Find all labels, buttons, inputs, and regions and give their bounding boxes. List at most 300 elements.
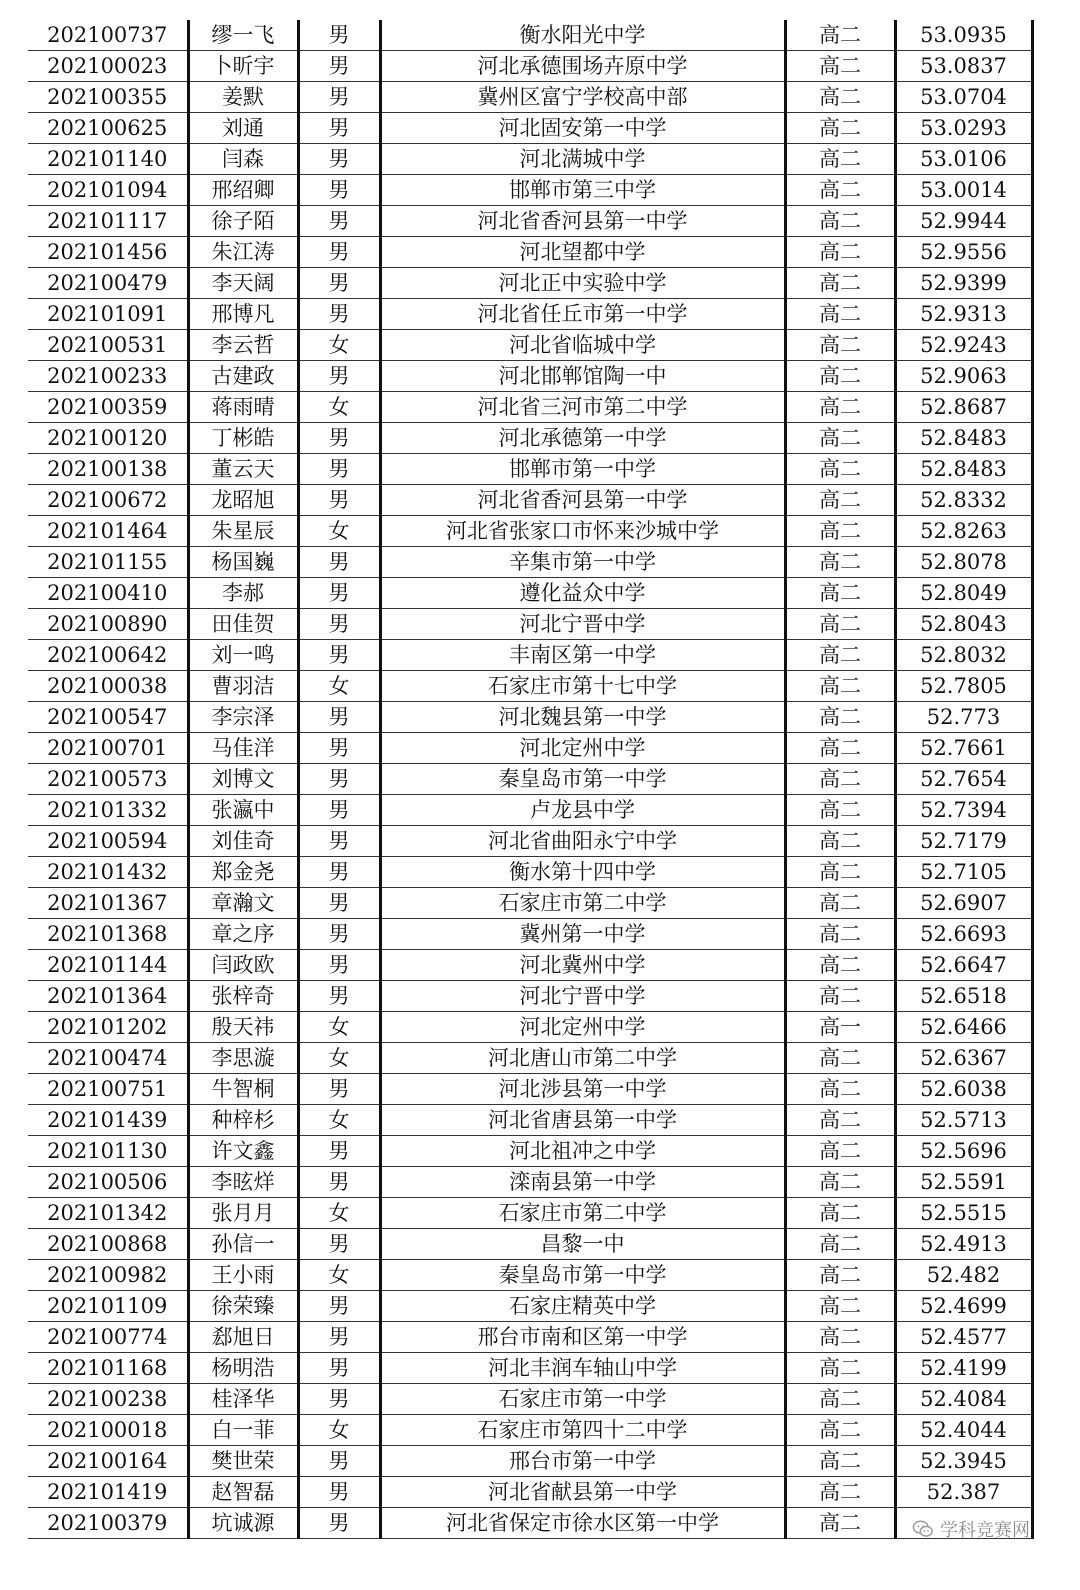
- gender-cell: 男: [298, 1384, 380, 1415]
- gender-cell: 女: [298, 1198, 380, 1229]
- score-cell: 52.4577: [895, 1322, 1032, 1353]
- gender-cell: 男: [298, 51, 380, 82]
- table-row: [28, 1043, 1032, 1074]
- school-cell: 邢台市南和区第一中学: [380, 1322, 785, 1353]
- gender-cell: 男: [298, 981, 380, 1012]
- student-id-cell: 202101368: [28, 919, 188, 950]
- grade-cell: 高二: [785, 1105, 895, 1136]
- school-cell: 河北涉县第一中学: [380, 1074, 785, 1105]
- school-cell: 衡水第十四中学: [380, 857, 785, 888]
- score-cell: 52.7661: [895, 733, 1032, 764]
- grade-cell: 高二: [785, 113, 895, 144]
- score-cell: 52.9063: [895, 361, 1032, 392]
- student-id-cell: 202100774: [28, 1322, 188, 1353]
- school-cell: 河北省唐县第一中学: [380, 1105, 785, 1136]
- student-id-cell: 202100737: [28, 20, 188, 51]
- name-cell: 刘一鸣: [188, 640, 298, 671]
- name-cell: 李云哲: [188, 330, 298, 361]
- school-cell: 河北省张家口市怀来沙城中学: [380, 516, 785, 547]
- school-cell: 河北定州中学: [380, 733, 785, 764]
- name-cell: 邢博凡: [188, 299, 298, 330]
- table-row: [28, 547, 1032, 578]
- grade-cell: 高二: [785, 1043, 895, 1074]
- name-cell: 张瀛中: [188, 795, 298, 826]
- gender-cell: 男: [298, 919, 380, 950]
- gender-cell: 男: [298, 237, 380, 268]
- school-cell: 河北定州中学: [380, 1012, 785, 1043]
- table-row: [28, 1229, 1032, 1260]
- gender-cell: 女: [298, 1105, 380, 1136]
- student-id-cell: 202100038: [28, 671, 188, 702]
- student-id-cell: 202100238: [28, 1384, 188, 1415]
- grade-cell: 高二: [785, 1415, 895, 1446]
- table-row: [28, 1477, 1032, 1508]
- table-row: [28, 1353, 1032, 1384]
- table-row: [28, 82, 1032, 113]
- name-cell: 闫森: [188, 144, 298, 175]
- table-row: [28, 733, 1032, 764]
- gender-cell: 男: [298, 702, 380, 733]
- school-cell: 石家庄市第十七中学: [380, 671, 785, 702]
- table-row: [28, 113, 1032, 144]
- gender-cell: 女: [298, 1260, 380, 1291]
- table-row: [28, 826, 1032, 857]
- score-cell: 52.7179: [895, 826, 1032, 857]
- student-id-cell: 202100023: [28, 51, 188, 82]
- school-cell: 冀州区富宁学校高中部: [380, 82, 785, 113]
- school-cell: 河北省献县第一中学: [380, 1477, 785, 1508]
- school-cell: 滦南县第一中学: [380, 1167, 785, 1198]
- name-cell: 张月月: [188, 1198, 298, 1229]
- school-cell: 卢龙县中学: [380, 795, 785, 826]
- table-row: [28, 299, 1032, 330]
- grade-cell: 高二: [785, 361, 895, 392]
- score-cell: 52.6038: [895, 1074, 1032, 1105]
- table-row: [28, 20, 1032, 51]
- school-cell: 河北宁晋中学: [380, 609, 785, 640]
- student-id-cell: 202100164: [28, 1446, 188, 1477]
- school-cell: 河北省保定市徐水区第一中学: [380, 1508, 785, 1539]
- student-id-cell: 202101130: [28, 1136, 188, 1167]
- grade-cell: 高二: [785, 764, 895, 795]
- table-row: [28, 1291, 1032, 1322]
- name-cell: 闫政欧: [188, 950, 298, 981]
- student-id-cell: 202101155: [28, 547, 188, 578]
- score-cell: 52.5696: [895, 1136, 1032, 1167]
- student-id-cell: 202101419: [28, 1477, 188, 1508]
- gender-cell: 女: [298, 1043, 380, 1074]
- gender-cell: 男: [298, 795, 380, 826]
- wechat-icon: [912, 1518, 934, 1540]
- student-id-cell: 202101109: [28, 1291, 188, 1322]
- score-cell: 52.9944: [895, 206, 1032, 237]
- name-cell: 张梓奇: [188, 981, 298, 1012]
- student-id-cell: 202101364: [28, 981, 188, 1012]
- score-cell: 52.387: [895, 1477, 1032, 1508]
- school-cell: 秦皇岛市第一中学: [380, 764, 785, 795]
- grade-cell: 高二: [785, 1198, 895, 1229]
- grade-cell: 高二: [785, 51, 895, 82]
- school-cell: 河北固安第一中学: [380, 113, 785, 144]
- score-cell: 52.8043: [895, 609, 1032, 640]
- school-cell: 河北祖冲之中学: [380, 1136, 785, 1167]
- school-cell: 河北省任丘市第一中学: [380, 299, 785, 330]
- gender-cell: 男: [298, 1291, 380, 1322]
- table-row: [28, 1105, 1032, 1136]
- student-id-cell: 202100379: [28, 1508, 188, 1539]
- school-cell: 邯郸市第三中学: [380, 175, 785, 206]
- score-cell: 52.4199: [895, 1353, 1032, 1384]
- name-cell: 桂泽华: [188, 1384, 298, 1415]
- table-row: [28, 330, 1032, 361]
- student-id-cell: 202100642: [28, 640, 188, 671]
- grade-cell: 高二: [785, 268, 895, 299]
- table-row: [28, 144, 1032, 175]
- grade-cell: 高二: [785, 485, 895, 516]
- table-row: [28, 516, 1032, 547]
- gender-cell: 男: [298, 299, 380, 330]
- gender-cell: 男: [298, 82, 380, 113]
- table-row: [28, 578, 1032, 609]
- grade-cell: 高二: [785, 392, 895, 423]
- school-cell: 河北省三河市第二中学: [380, 392, 785, 423]
- grade-cell: 高二: [785, 950, 895, 981]
- table-row: [28, 795, 1032, 826]
- name-cell: 杨国巍: [188, 547, 298, 578]
- score-cell: 52.6693: [895, 919, 1032, 950]
- table-row: [28, 485, 1032, 516]
- student-id-cell: 202100138: [28, 454, 188, 485]
- student-id-cell: 202100982: [28, 1260, 188, 1291]
- score-cell: 52.9313: [895, 299, 1032, 330]
- name-cell: 曹羽洁: [188, 671, 298, 702]
- name-cell: 王小雨: [188, 1260, 298, 1291]
- table-row: [28, 1074, 1032, 1105]
- student-id-cell: 202100672: [28, 485, 188, 516]
- gender-cell: 男: [298, 950, 380, 981]
- gender-cell: 男: [298, 1446, 380, 1477]
- gender-cell: 男: [298, 454, 380, 485]
- grade-cell: 高二: [785, 1074, 895, 1105]
- gender-cell: 男: [298, 268, 380, 299]
- score-cell: 52.7654: [895, 764, 1032, 795]
- gender-cell: 男: [298, 1508, 380, 1539]
- name-cell: 朱星辰: [188, 516, 298, 547]
- name-cell: 章瀚文: [188, 888, 298, 919]
- student-id-cell: 202100359: [28, 392, 188, 423]
- gender-cell: 男: [298, 1229, 380, 1260]
- score-cell: 52.8078: [895, 547, 1032, 578]
- score-cell: 52.3945: [895, 1446, 1032, 1477]
- student-id-cell: 202101091: [28, 299, 188, 330]
- gender-cell: 女: [298, 1415, 380, 1446]
- gender-cell: 男: [298, 206, 380, 237]
- score-cell: 52.8263: [895, 516, 1032, 547]
- table-row: [28, 888, 1032, 919]
- table-row: [28, 950, 1032, 981]
- score-cell: 52.773: [895, 702, 1032, 733]
- score-cell: 52.7105: [895, 857, 1032, 888]
- table-row: [28, 237, 1032, 268]
- score-cell: 52.4084: [895, 1384, 1032, 1415]
- score-cell: 52.5515: [895, 1198, 1032, 1229]
- student-id-cell: 202100701: [28, 733, 188, 764]
- school-cell: 河北丰润车轴山中学: [380, 1353, 785, 1384]
- school-cell: 河北承德围场卉原中学: [380, 51, 785, 82]
- grade-cell: 高二: [785, 516, 895, 547]
- name-cell: 殷天祎: [188, 1012, 298, 1043]
- score-cell: 52.6367: [895, 1043, 1032, 1074]
- school-cell: 河北魏县第一中学: [380, 702, 785, 733]
- score-cell: 53.0293: [895, 113, 1032, 144]
- school-cell: 石家庄市第二中学: [380, 1198, 785, 1229]
- grade-cell: 高二: [785, 578, 895, 609]
- name-cell: 李宗泽: [188, 702, 298, 733]
- grade-cell: 高二: [785, 857, 895, 888]
- name-cell: 许文鑫: [188, 1136, 298, 1167]
- table-row: [28, 392, 1032, 423]
- score-cell: 52.5591: [895, 1167, 1032, 1198]
- student-id-cell: 202101094: [28, 175, 188, 206]
- grade-cell: 高二: [785, 1136, 895, 1167]
- name-cell: 董云天: [188, 454, 298, 485]
- name-cell: 朱江涛: [188, 237, 298, 268]
- grade-cell: 高二: [785, 733, 895, 764]
- name-cell: 章之序: [188, 919, 298, 950]
- name-cell: 郄旭日: [188, 1322, 298, 1353]
- table-row: [28, 361, 1032, 392]
- name-cell: 刘通: [188, 113, 298, 144]
- school-cell: 遵化益众中学: [380, 578, 785, 609]
- grade-cell: 高二: [785, 330, 895, 361]
- grade-cell: 高二: [785, 423, 895, 454]
- school-cell: 秦皇岛市第一中学: [380, 1260, 785, 1291]
- name-cell: 郑金尧: [188, 857, 298, 888]
- name-cell: 李思漩: [188, 1043, 298, 1074]
- student-id-cell: 202100479: [28, 268, 188, 299]
- school-cell: 石家庄精英中学: [380, 1291, 785, 1322]
- gender-cell: 男: [298, 857, 380, 888]
- gender-cell: 男: [298, 1074, 380, 1105]
- table-row: [28, 1384, 1032, 1415]
- student-id-cell: 202101432: [28, 857, 188, 888]
- grade-cell: 高二: [785, 1477, 895, 1508]
- school-cell: 衡水阳光中学: [380, 20, 785, 51]
- score-cell: 52.482: [895, 1260, 1032, 1291]
- grade-cell: 高二: [785, 795, 895, 826]
- gender-cell: 女: [298, 330, 380, 361]
- school-cell: 昌黎一中: [380, 1229, 785, 1260]
- name-cell: 刘博文: [188, 764, 298, 795]
- grade-cell: 高二: [785, 144, 895, 175]
- school-cell: 河北省香河县第一中学: [380, 206, 785, 237]
- school-cell: 河北冀州中学: [380, 950, 785, 981]
- grade-cell: 高二: [785, 454, 895, 485]
- student-id-cell: 202100506: [28, 1167, 188, 1198]
- school-cell: 邢台市第一中学: [380, 1446, 785, 1477]
- name-cell: 李天阔: [188, 268, 298, 299]
- grade-cell: 高二: [785, 702, 895, 733]
- student-id-cell: 202100531: [28, 330, 188, 361]
- score-cell: 52.5713: [895, 1105, 1032, 1136]
- grade-cell: 高二: [785, 547, 895, 578]
- gender-cell: 男: [298, 1353, 380, 1384]
- score-cell: 52.7394: [895, 795, 1032, 826]
- table-row: [28, 919, 1032, 950]
- score-cell: 53.0106: [895, 144, 1032, 175]
- student-id-cell: 202100868: [28, 1229, 188, 1260]
- gender-cell: 男: [298, 578, 380, 609]
- gender-cell: 男: [298, 144, 380, 175]
- school-cell: 河北省临城中学: [380, 330, 785, 361]
- grade-cell: 高一: [785, 1012, 895, 1043]
- table-row: [28, 981, 1032, 1012]
- score-cell: 53.0837: [895, 51, 1032, 82]
- table-row: [28, 1167, 1032, 1198]
- grade-cell: 高二: [785, 981, 895, 1012]
- student-id-cell: 202100474: [28, 1043, 188, 1074]
- school-cell: 丰南区第一中学: [380, 640, 785, 671]
- table-row: [28, 1136, 1032, 1167]
- gender-cell: 男: [298, 1477, 380, 1508]
- student-id-cell: 202101464: [28, 516, 188, 547]
- grade-cell: 高二: [785, 826, 895, 857]
- gender-cell: 女: [298, 392, 380, 423]
- student-id-cell: 202100547: [28, 702, 188, 733]
- student-id-cell: 202101342: [28, 1198, 188, 1229]
- grade-cell: 高二: [785, 1446, 895, 1477]
- school-cell: 河北邯郸馆陶一中: [380, 361, 785, 392]
- gender-cell: 男: [298, 1136, 380, 1167]
- name-cell: 杨明浩: [188, 1353, 298, 1384]
- name-cell: 李郝: [188, 578, 298, 609]
- grade-cell: 高二: [785, 919, 895, 950]
- student-id-cell: 202100233: [28, 361, 188, 392]
- table-row: [28, 1260, 1032, 1291]
- table-row: [28, 1198, 1032, 1229]
- gender-cell: 男: [298, 888, 380, 919]
- grade-cell: 高二: [785, 1260, 895, 1291]
- table-row: [28, 1415, 1032, 1446]
- student-id-cell: 202100594: [28, 826, 188, 857]
- gender-cell: 男: [298, 826, 380, 857]
- name-cell: 卜昕宇: [188, 51, 298, 82]
- name-cell: 李昡烊: [188, 1167, 298, 1198]
- gender-cell: 男: [298, 20, 380, 51]
- table-row: [28, 640, 1032, 671]
- grade-cell: 高二: [785, 1229, 895, 1260]
- gender-cell: 女: [298, 1012, 380, 1043]
- table-row: [28, 175, 1032, 206]
- grade-cell: 高二: [785, 888, 895, 919]
- gender-cell: 男: [298, 547, 380, 578]
- table-row: [28, 764, 1032, 795]
- name-cell: 种梓杉: [188, 1105, 298, 1136]
- gender-cell: 男: [298, 113, 380, 144]
- score-cell: 53.0014: [895, 175, 1032, 206]
- school-cell: 辛集市第一中学: [380, 547, 785, 578]
- school-cell: 河北望都中学: [380, 237, 785, 268]
- gender-cell: 男: [298, 1322, 380, 1353]
- table-row: [28, 1508, 1032, 1539]
- gender-cell: 男: [298, 764, 380, 795]
- table-row: [28, 1446, 1032, 1477]
- student-id-cell: 202101456: [28, 237, 188, 268]
- student-id-cell: 202101117: [28, 206, 188, 237]
- student-id-cell: 202100410: [28, 578, 188, 609]
- results-table: [28, 20, 1034, 1539]
- student-id-cell: 202101140: [28, 144, 188, 175]
- table-row: [28, 423, 1032, 454]
- score-cell: 53.0935: [895, 20, 1032, 51]
- gender-cell: 男: [298, 1167, 380, 1198]
- student-id-cell: 202100751: [28, 1074, 188, 1105]
- student-id-cell: 202100120: [28, 423, 188, 454]
- table-row: [28, 1322, 1032, 1353]
- score-cell: 52.9243: [895, 330, 1032, 361]
- school-cell: 邯郸市第一中学: [380, 454, 785, 485]
- name-cell: 孙信一: [188, 1229, 298, 1260]
- score-cell: 52.8687: [895, 392, 1032, 423]
- gender-cell: 女: [298, 516, 380, 547]
- name-cell: 坑诚源: [188, 1508, 298, 1539]
- name-cell: 徐子陌: [188, 206, 298, 237]
- gender-cell: 女: [298, 671, 380, 702]
- student-id-cell: 202100018: [28, 1415, 188, 1446]
- grade-cell: 高二: [785, 206, 895, 237]
- school-cell: 河北唐山市第二中学: [380, 1043, 785, 1074]
- score-cell: 52.8049: [895, 578, 1032, 609]
- name-cell: 龙昭旭: [188, 485, 298, 516]
- results-table-body: [28, 20, 1032, 1539]
- grade-cell: 高二: [785, 299, 895, 330]
- grade-cell: 高二: [785, 20, 895, 51]
- grade-cell: 高二: [785, 609, 895, 640]
- student-id-cell: 202101202: [28, 1012, 188, 1043]
- grade-cell: 高二: [785, 671, 895, 702]
- table-row: [28, 609, 1032, 640]
- student-id-cell: 202100890: [28, 609, 188, 640]
- school-cell: 石家庄市第一中学: [380, 1384, 785, 1415]
- name-cell: 马佳洋: [188, 733, 298, 764]
- name-cell: 赵智磊: [188, 1477, 298, 1508]
- score-cell: 52.6466: [895, 1012, 1032, 1043]
- student-id-cell: 202100355: [28, 82, 188, 113]
- name-cell: 蒋雨晴: [188, 392, 298, 423]
- school-cell: 冀州第一中学: [380, 919, 785, 950]
- name-cell: 白一菲: [188, 1415, 298, 1446]
- table-row: [28, 268, 1032, 299]
- student-id-cell: 202101367: [28, 888, 188, 919]
- grade-cell: 高二: [785, 640, 895, 671]
- score-cell: 52.9399: [895, 268, 1032, 299]
- watermark-text: 学科竞赛网: [940, 1520, 1030, 1541]
- table-row: [28, 671, 1032, 702]
- score-cell: 52.7805: [895, 671, 1032, 702]
- gender-cell: 男: [298, 361, 380, 392]
- table-row: [28, 454, 1032, 485]
- table-row: [28, 702, 1032, 733]
- school-cell: 河北省曲阳永宁中学: [380, 826, 785, 857]
- score-cell: 53.0704: [895, 82, 1032, 113]
- table-row: [28, 1012, 1032, 1043]
- grade-cell: 高二: [785, 1508, 895, 1539]
- gender-cell: 男: [298, 733, 380, 764]
- score-cell: 52.6907: [895, 888, 1032, 919]
- gender-cell: 男: [298, 640, 380, 671]
- score-cell: 52.4699: [895, 1291, 1032, 1322]
- score-cell: 52.6518: [895, 981, 1032, 1012]
